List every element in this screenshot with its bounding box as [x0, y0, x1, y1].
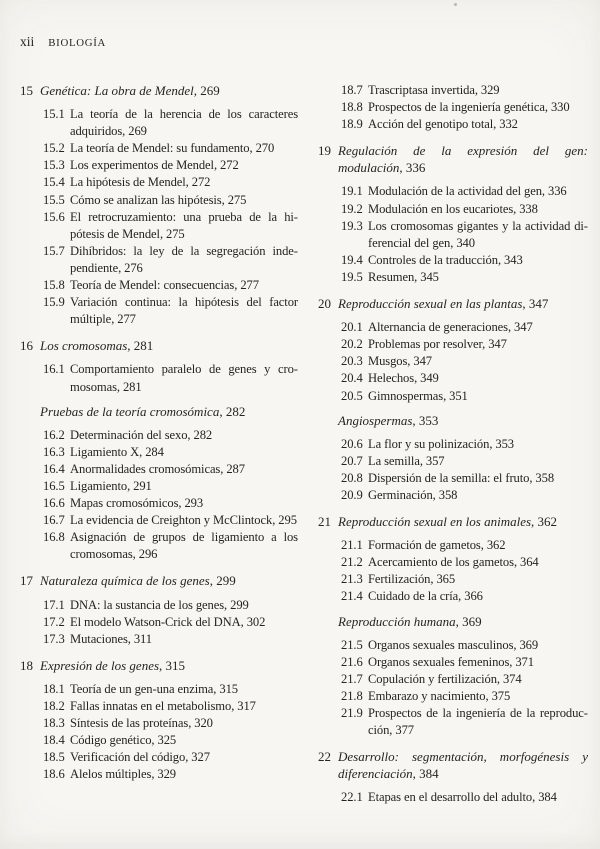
section-number: 18.9: [341, 117, 363, 132]
toc-chapter: [20, 657, 298, 674]
toc-entry: [318, 453, 588, 470]
toc-chapter: [318, 142, 588, 176]
toc-entry: [318, 537, 588, 554]
section-page: , 295: [272, 513, 297, 528]
section-number: 20.4: [341, 371, 363, 386]
section-title: La hipótesis de Mendel: [70, 175, 186, 190]
section-page: , 293: [178, 496, 204, 511]
chapter-number: 15: [20, 83, 33, 98]
toc-entry: [20, 444, 298, 461]
scan-speck: [454, 3, 457, 6]
chapter-number: 22: [318, 749, 331, 765]
toc-entry: [318, 588, 588, 605]
toc-entry: [20, 681, 298, 698]
section-title: Dispersión de la semilla: el fruto: [368, 470, 530, 485]
section-title: La flor y su polinización: [368, 436, 490, 451]
section-page: , 371: [509, 654, 534, 669]
section-title: Síntesis de las proteínas: [70, 716, 189, 731]
section-title: Resumen: [368, 269, 415, 284]
section-number: 18.5: [43, 750, 65, 765]
section-title: Mapas cromosómicos: [70, 496, 179, 511]
section-page: , 282: [187, 427, 213, 442]
section-number: 15.3: [43, 158, 65, 173]
section-title: La teoría de Mendel: su fundamento: [70, 141, 250, 156]
toc-entry: [318, 183, 588, 200]
section-title: Controles de la traducción: [368, 252, 498, 267]
toc-entry: [20, 174, 298, 191]
section-page: , 330: [544, 100, 570, 115]
section-title: Ligamiento: [70, 478, 128, 493]
section-number: 15.4: [43, 175, 65, 190]
toc-entry: [20, 106, 298, 140]
section-title: Prospectos de la ingeniería genética: [368, 100, 545, 115]
toc-entry: [20, 614, 298, 631]
toc-chapter: [318, 295, 588, 312]
section-page: , 325: [151, 733, 177, 748]
section-page: , 320: [188, 716, 213, 731]
section-page: , 299: [224, 597, 249, 612]
toc-entry: [20, 192, 298, 209]
running-head-title: BIOLOGÍA: [48, 37, 107, 49]
section-title: Formación de gametos: [368, 538, 481, 553]
toc-entry: [318, 789, 588, 806]
section-title: Verificación del código: [70, 750, 186, 765]
section-title: Acercamiento de los gametos: [368, 555, 514, 570]
toc-chapter: [318, 748, 588, 782]
section-number: 15.6: [43, 209, 65, 224]
toc-entry: [20, 478, 298, 495]
section-page: , 375: [485, 688, 511, 703]
chapter-title: Genética: La obra de Mendel: [40, 83, 194, 98]
section-page: , 347: [407, 354, 432, 369]
section-page: , 369: [513, 637, 539, 652]
section-page: , 281: [116, 379, 142, 394]
toc-entry: [318, 637, 588, 654]
chapter-title: Reproducción sexual en los animales: [338, 514, 532, 530]
toc-chapter: [20, 82, 298, 99]
chapter-number: 21: [318, 514, 331, 530]
section-title: Teoría de Mendel: consecuencias: [70, 278, 235, 293]
section-title: La evidencia de Creighton y McClintock: [70, 513, 273, 528]
toc-chapter: [20, 572, 298, 589]
section-number: 21.9: [341, 706, 363, 720]
section-title: DNA: la sustancia de los genes: [70, 597, 225, 612]
section-number: 21.5: [341, 637, 363, 652]
toc-entry: [20, 140, 298, 157]
section-number: 21.2: [341, 555, 363, 570]
section-number: 21.8: [341, 688, 363, 703]
section-page: , 343: [497, 252, 523, 267]
section-title: El modelo Watson-Crick del DNA: [70, 614, 241, 629]
section-title: Problemas por resolver: [368, 337, 483, 352]
section-title: Alternancia de generaciones: [368, 320, 508, 335]
section-page: , 311: [127, 631, 152, 646]
chapter-number: 19: [318, 143, 331, 159]
section-title: Helechos: [368, 371, 415, 386]
chapter-title: Expresión de los genes: [40, 657, 160, 673]
section-title: Cómo se analizan las hipótesis: [70, 192, 222, 207]
toc-column-1: [20, 82, 298, 806]
toc-entry: [318, 487, 588, 504]
section-number: 20.2: [341, 337, 363, 352]
chapter-page: , 347: [522, 296, 549, 312]
section-number: 16.1: [43, 362, 65, 377]
toc-entry: [318, 554, 588, 571]
toc-entry: [20, 361, 298, 395]
section-number: 15.8: [43, 278, 65, 293]
section-number: 20.8: [341, 470, 363, 485]
section-title: Alelos múltiples: [70, 767, 152, 782]
toc-entry: [318, 99, 588, 116]
toc-entry: [318, 705, 588, 739]
chapter-title: Desarrollo: segmentación, morfogénesis y diferenciación: [338, 749, 588, 782]
section-title: Comportamiento paralelo de genes y cromosomas: [70, 362, 298, 394]
section-number: 18.3: [43, 716, 65, 731]
toc-subheading: [20, 403, 298, 420]
toc-entry: [318, 252, 588, 269]
chapter-title: Naturaleza química de los genes: [40, 573, 210, 589]
section-page: , 336: [541, 184, 567, 199]
toc-entry: [318, 353, 588, 370]
section-page: , 357: [419, 453, 445, 468]
section-page: , 364: [513, 555, 539, 570]
section-number: 19.5: [341, 269, 363, 284]
section-page: , 377: [389, 723, 414, 738]
section-title: Los cromosomas gigantes y la actividad diferencial del gen: [368, 218, 588, 250]
chapter-title: Reproducción sexual en las plantas: [338, 296, 523, 312]
toc-entry: [318, 436, 588, 453]
section-title: Los experimentos de Mendel: [70, 158, 214, 173]
section-title: Gimnospermas: [368, 388, 444, 403]
section-page: , 329: [151, 767, 177, 782]
section-page: , 384: [532, 790, 557, 805]
toc-entry: [20, 427, 298, 444]
section-page: , 317: [231, 699, 256, 713]
toc-entry: [318, 571, 588, 588]
section-number: 18.2: [43, 699, 65, 713]
section-page: , 277: [111, 312, 136, 327]
subheading-title: Pruebas de la teoría cromosómica: [40, 403, 220, 419]
toc-entry: [318, 370, 588, 387]
toc-entry: [20, 631, 298, 648]
section-number: 15.7: [43, 243, 65, 258]
section-page: , 349: [414, 371, 439, 386]
section-page: , 275: [221, 192, 247, 207]
toc-entry: [20, 529, 298, 563]
section-page: , 327: [185, 750, 210, 765]
section-page: , 347: [482, 337, 507, 352]
section-page: , 332: [493, 117, 518, 132]
toc-entry: [318, 470, 588, 487]
section-page: , 276: [118, 260, 143, 275]
section-title: La teoría de la herencia de los caracteres adquiridos: [70, 107, 298, 139]
toc-entry: [20, 715, 298, 732]
section-title: Mutaciones: [70, 631, 128, 646]
toc-entry: [318, 116, 588, 133]
toc-entry: [20, 749, 298, 766]
section-number: 15.9: [43, 295, 65, 310]
section-number: 18.7: [341, 83, 363, 97]
section-number: 21.3: [341, 572, 363, 587]
section-number: 18.4: [43, 733, 65, 748]
toc-entry: [318, 82, 588, 99]
toc-subheading: [318, 613, 588, 630]
chapter-page: , 269: [193, 83, 220, 98]
toc-entry: [318, 218, 588, 252]
section-page: , 291: [127, 478, 152, 493]
section-number: 15.2: [43, 141, 65, 156]
section-page: , 284: [139, 444, 164, 459]
section-title: Teoría de un gen-una enzima: [70, 681, 214, 696]
section-number: 22.1: [341, 790, 363, 805]
toc-entry: [318, 388, 588, 405]
section-number: 20.5: [341, 388, 363, 403]
section-number: 15.5: [43, 192, 65, 207]
section-page: , 345: [414, 269, 439, 284]
section-number: 20.3: [341, 354, 363, 369]
section-page: , 275: [159, 226, 185, 241]
chapter-title: Los cromosomas: [40, 338, 128, 354]
toc-entry: [318, 688, 588, 705]
section-title: Musgos: [368, 354, 408, 369]
toc-entry: [20, 461, 298, 478]
toc-chapter: [20, 337, 298, 354]
section-title: Copulación y fertilización: [368, 671, 497, 686]
section-page: , 272: [213, 158, 239, 173]
section-number: 15.1: [43, 107, 65, 122]
section-number: 16.8: [43, 530, 65, 545]
section-page: , 351: [443, 388, 468, 403]
section-title: Fertilización: [368, 572, 431, 587]
toc-entry: [318, 336, 588, 353]
section-title: Anormalidades cromosómicas: [70, 461, 221, 476]
section-page: , 374: [496, 671, 522, 686]
section-number: 18.8: [341, 100, 363, 115]
section-page: , 353: [489, 436, 515, 451]
section-number: 16.3: [43, 444, 65, 459]
section-number: 17.1: [43, 597, 65, 612]
section-page: , 358: [432, 487, 458, 502]
section-title: La semilla: [368, 453, 420, 468]
section-title: Código genético: [70, 733, 152, 748]
section-title: Fallas innatas en el metabolismo: [70, 699, 232, 713]
chapter-page: , 336: [399, 160, 426, 176]
section-title: Modulación en los eucariotes: [368, 201, 514, 216]
section-number: 18.6: [43, 767, 65, 782]
subheading-title: Reproducción humana: [338, 613, 456, 629]
section-page: , 347: [507, 320, 533, 335]
section-number: 16.6: [43, 496, 65, 511]
toc-entry: [20, 597, 298, 614]
toc-entry: [318, 201, 588, 218]
toc-chapter: [318, 513, 588, 530]
section-title: Asignación de grupos de ligamiento a los cromosomas: [70, 530, 298, 562]
section-page: , 302: [240, 614, 266, 629]
chapter-number: 20: [318, 296, 331, 312]
toc-entry: [20, 294, 298, 328]
section-page: , 287: [220, 461, 245, 476]
table-of-contents: [20, 82, 588, 806]
page-number: xii: [20, 34, 35, 49]
section-title: Ligamiento X: [70, 444, 140, 459]
toc-entry: [20, 732, 298, 749]
toc-entry: [20, 277, 298, 294]
section-number: 20.6: [341, 436, 363, 451]
chapter-page: , 362: [531, 514, 558, 530]
section-title: Determinación del sexo: [70, 427, 188, 442]
section-title: Etapas en el desarrollo del adulto: [368, 790, 533, 805]
section-page: , 272: [185, 175, 211, 190]
toc-entry: [20, 157, 298, 174]
section-number: 17.2: [43, 614, 65, 629]
section-number: 20.1: [341, 320, 363, 335]
section-number: 19.2: [341, 201, 363, 216]
section-number: 21.4: [341, 589, 363, 604]
section-page: , 315: [213, 681, 238, 696]
section-number: 18.1: [43, 681, 65, 696]
section-page: , 340: [450, 235, 475, 250]
section-title: Variación continua: la hipótesis del factor múltiple: [70, 295, 298, 327]
toc-entry: [20, 243, 298, 277]
section-number: 20.9: [341, 487, 363, 502]
section-page: , 277: [234, 278, 259, 293]
chapter-number: 17: [20, 573, 33, 589]
toc-entry: [318, 269, 588, 286]
toc-entry: [318, 671, 588, 688]
section-number: 19.3: [341, 218, 363, 233]
toc-entry: [318, 654, 588, 671]
toc-entry: [20, 495, 298, 512]
subheading-title: Angiospermas: [338, 412, 413, 428]
toc-column-2: [318, 82, 588, 806]
section-page: , 365: [430, 572, 456, 587]
subheading-page: , 369: [455, 613, 482, 629]
section-title: Cuidado de la cría: [368, 589, 459, 604]
section-number: 17.3: [43, 631, 65, 646]
subheading-page: , 353: [412, 412, 439, 428]
chapter-page: , 384: [412, 766, 439, 782]
section-title: Prospectos de la ingeniería de la reproducción: [368, 706, 588, 738]
toc-entry: [318, 319, 588, 336]
section-title: El retrocruzamiento: una prueba de la hipótesis de Mendel: [70, 209, 298, 241]
section-number: 19.4: [341, 252, 363, 267]
section-number: 21.7: [341, 671, 363, 686]
chapter-page: , 315: [159, 657, 186, 673]
section-title: Organos sexuales femeninos: [368, 654, 510, 669]
section-page: , 338: [513, 201, 538, 216]
chapter-page: , 299: [209, 573, 236, 589]
section-title: Dihíbridos: la ley de la segregación independiente: [70, 243, 298, 275]
section-number: 21.1: [341, 538, 363, 553]
toc-entry: [20, 698, 298, 715]
section-title: Trascriptasa invertida: [368, 83, 475, 97]
section-number: 16.5: [43, 478, 65, 493]
section-page: , 296: [132, 547, 158, 562]
section-number: 16.2: [43, 427, 65, 442]
section-page: , 270: [249, 141, 275, 156]
chapter-title: Regulación de la expresión del gen: modulación: [338, 143, 588, 176]
running-head: [20, 33, 106, 51]
section-page: , 366: [458, 589, 483, 604]
chapter-number: 18: [20, 657, 33, 673]
section-title: Modulación de la actividad del gen: [368, 184, 542, 199]
section-number: 21.6: [341, 654, 363, 669]
section-title: Embarazo y nacimiento: [368, 688, 486, 703]
toc-subheading: [318, 412, 588, 429]
subheading-page: , 282: [219, 403, 246, 419]
section-page: , 362: [480, 538, 506, 553]
toc-entry: [20, 766, 298, 783]
section-title: Acción del genotipo total: [368, 117, 494, 132]
toc-entry: [20, 512, 298, 529]
section-page: , 269: [122, 124, 147, 139]
section-number: 19.1: [341, 184, 363, 199]
section-title: Organos sexuales masculinos: [368, 637, 514, 652]
section-number: 16.7: [43, 513, 65, 528]
section-number: 16.4: [43, 461, 65, 476]
chapter-page: , 281: [127, 338, 154, 354]
section-page: , 329: [474, 83, 500, 97]
toc-entry: [20, 209, 298, 243]
section-page: , 358: [529, 470, 555, 485]
section-number: 20.7: [341, 453, 363, 468]
section-title: Germinación: [368, 487, 433, 502]
chapter-number: 16: [20, 338, 33, 354]
